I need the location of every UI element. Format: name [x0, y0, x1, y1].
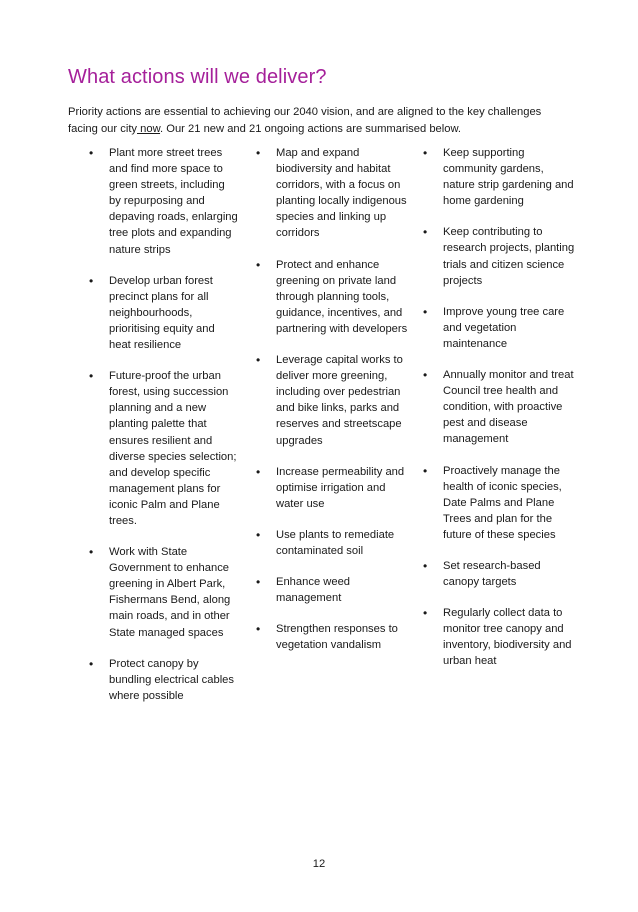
actions-column-3 [423, 145, 575, 685]
action-item: • Proactively manage the health of iconic species, Date Palms and Plane Trees and plan for the future of these species [423, 463, 575, 543]
action-item: • Protect canopy by bundling electrical cables where possible [89, 656, 239, 704]
action-item: • Leverage capital works to deliver more greening, including over pedestrian and bike links, parks and reserves and streetscape upgrades [256, 352, 408, 449]
action-item: • Develop urban forest precinct plans for all neighbourhoods, prioritising equity and heat resilience [89, 273, 239, 353]
action-item: • Improve young tree care and vegetation maintenance [423, 304, 575, 352]
action-item: • Keep contributing to research projects, planting trials and citizen science projects [423, 224, 575, 288]
intro-text-end: . Our 21 new and 21 ongoing actions are summarised below. [160, 122, 462, 135]
action-item: • Increase permeability and optimise irrigation and water use [256, 464, 408, 512]
action-item: • Map and expand biodiversity and habitat corridors, with a focus on planting locally indigenous species and linking up corridors [256, 145, 408, 242]
action-item: • Annually monitor and treat Council tree health and condition, with proactive pest and disease management [423, 367, 575, 447]
actions-column-1 [89, 145, 239, 719]
action-item: • Use plants to remediate contaminated soil [256, 527, 408, 559]
intro-paragraph [68, 104, 568, 137]
action-item: • Plant more street trees and find more space to green streets, including by repurposing and depaving roads, enlarging tree plots and expanding nature strips [89, 145, 239, 258]
action-item: • Future-proof the urban forest, using succession planning and a new planting palette that ensures resilient and diverse species selection; and develop specific management plans for iconic Palm and Plane trees. [89, 368, 239, 529]
action-item: • Work with State Government to enhance greening in Albert Park, Fishermans Bend, along main roads, and in other State managed spaces [89, 544, 239, 641]
action-item: • Protect and enhance greening on private land through planning tools, guidance, incentives, and partnering with developers [256, 257, 408, 337]
intro-text-start: Priority actions are essential to achieving our 2040 vision, and are aligned to the key challenges facing our city [68, 106, 542, 135]
actions-column-2 [256, 145, 408, 668]
action-item: • Keep supporting community gardens, nature strip gardening and home gardening [423, 145, 575, 209]
action-item: • Regularly collect data to monitor tree canopy and inventory, biodiversity and urban heat [423, 605, 575, 669]
action-item: • Strengthen responses to vegetation vandalism [256, 621, 408, 653]
intro-text-underlined: now [137, 122, 161, 135]
page-number: 12 [312, 858, 326, 870]
action-item: • Enhance weed management [256, 574, 408, 606]
page-heading: What actions will we deliver? [68, 66, 327, 88]
action-item: • Set research-based canopy targets [423, 558, 575, 590]
